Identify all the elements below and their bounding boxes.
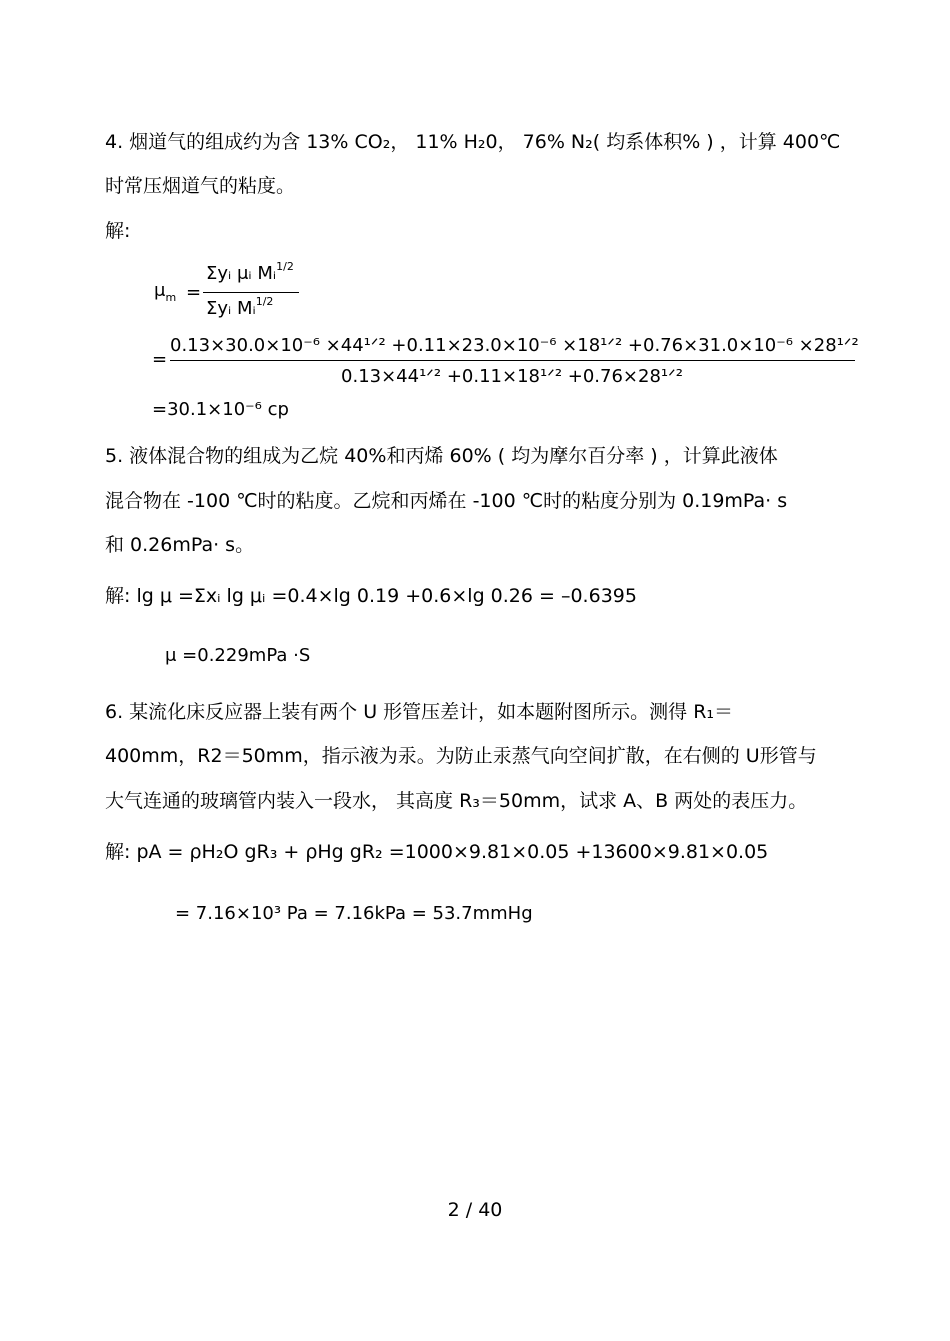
page-number: 2 / 40 xyxy=(447,1199,503,1221)
fraction1-bar xyxy=(203,292,299,293)
mu-m-symbol xyxy=(154,280,176,304)
fraction1-numerator xyxy=(206,260,294,287)
fraction1-denominator xyxy=(206,295,274,322)
problem4-line2: 时常压烟道气的粘度。 xyxy=(105,175,296,197)
problem6-line1: 6. 某流化床反应器上装有两个 U 形管压差计，如本题附图所示。测得 R₁＝ xyxy=(105,701,734,723)
f1-num-text: Σyᵢ μᵢ Mᵢ xyxy=(206,263,277,284)
f1-num-sup: 1/2 xyxy=(276,260,294,273)
problem4-result: =30.1×10⁻⁶ cp xyxy=(152,399,289,420)
problem6-line3: 大气连通的玻璃管内装入一段水， 其高度 R₃＝50mm，试求 A、B 两处的表压力。 xyxy=(105,790,808,812)
eq-sign-2: = xyxy=(152,349,168,370)
f1-den-sup: 1/2 xyxy=(255,295,274,308)
fraction2-numerator: 0.13×30.0×10⁻⁶ ×44¹ᐟ² +0.11×23.0×10⁻⁶ ×18¹ᐟ² +0.76×31.0×10⁻⁶ ×28¹ᐟ² xyxy=(170,335,859,356)
eq-sign-1: = xyxy=(186,282,202,303)
f1-den-text: Σyᵢ Mᵢ xyxy=(206,298,256,319)
problem6-solution: 解: pA = ρH₂O gR₃ + ρHg gR₂ =1000×9.81×0.05 +13600×9.81×0.05 xyxy=(105,841,769,863)
problem4-solution-label: 解: xyxy=(105,220,131,242)
mu-symbol: μ xyxy=(154,280,166,301)
problem5-line2: 混合物在 -100 ℃时的粘度。乙烷和丙烯在 -100 ℃时的粘度分别为 0.19mPa· s xyxy=(105,490,788,512)
problem5-solution: 解: lg μ =Σxᵢ lg μᵢ =0.4×lg 0.19 +0.6×lg 0.26 = –0.6395 xyxy=(105,585,637,607)
problem6-line2: 400mm，R2＝50mm，指示液为汞。为防止汞蒸气向空间扩散，在右侧的 U形管与 xyxy=(105,745,817,767)
problem6-result: = 7.16×10³ Pa = 7.16kPa = 53.7mmHg xyxy=(175,903,533,924)
problem5-line3: 和 0.26mPa· s。 xyxy=(105,534,255,556)
problem4-line1: 4. 烟道气的组成约为含 13% CO₂， 11% H₂0， 76% N₂( 均系体积% ) ，计算 400℃ xyxy=(105,131,841,153)
fraction2-bar xyxy=(170,360,855,361)
fraction2-denominator: 0.13×44¹ᐟ² +0.11×18¹ᐟ² +0.76×28¹ᐟ² xyxy=(341,366,683,387)
problem5-line1: 5. 液体混合物的组成为乙烷 40%和丙烯 60% ( 均为摩尔百分率 ) ，计算此液体 xyxy=(105,445,778,467)
problem5-result: μ =0.229mPa ·S xyxy=(165,645,311,666)
mu-subscript: m xyxy=(165,291,177,304)
